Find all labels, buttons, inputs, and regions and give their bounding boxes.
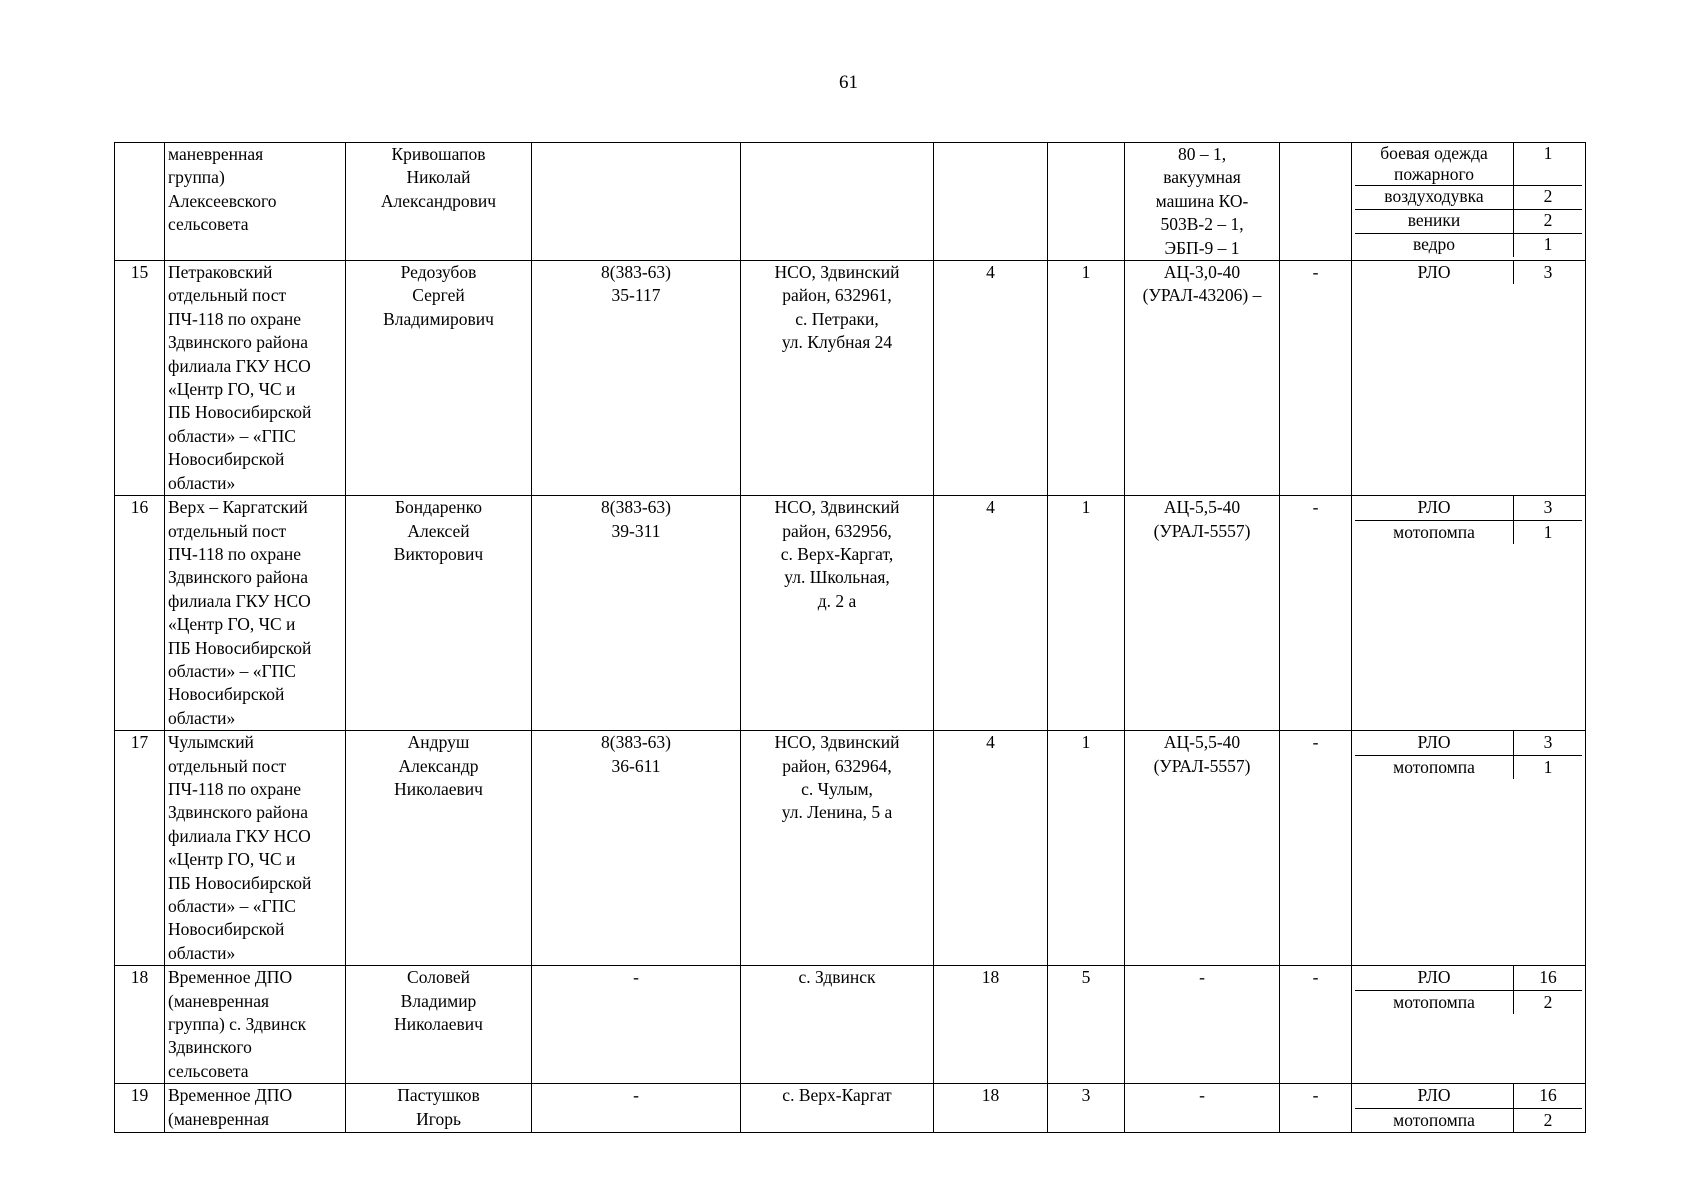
cell-shift-count: [1048, 143, 1125, 261]
cell-staff-count: [934, 143, 1048, 261]
equipment-item: [1355, 756, 1582, 779]
equipment-name: ведро: [1355, 234, 1514, 257]
equipment-list: [1355, 1084, 1582, 1132]
equipment-qty: 3: [1543, 732, 1553, 753]
cell-extra-column: -: [1280, 731, 1352, 966]
equipment-item: [1355, 991, 1582, 1014]
cell-staff-count: 4: [934, 496, 1048, 731]
cell-head-name: Андруш Александр Николаевич: [346, 731, 532, 966]
equipment-list: [1355, 731, 1582, 779]
cell-equipment: [1352, 261, 1586, 496]
table-row: [115, 261, 1586, 496]
cell-phone: -: [532, 1084, 741, 1133]
equipment-name: мотопомпа: [1355, 521, 1514, 544]
cell-vehicles: АЦ-3,0-40 (УРАЛ-43206) –: [1125, 261, 1280, 496]
cell-vehicles: АЦ-5,5-40 (УРАЛ-5557): [1125, 731, 1280, 966]
cell-address: НСО, Здвинский район, 632961, с. Петраки, ул. Клубная 24: [741, 261, 934, 496]
equipment-item: [1355, 143, 1582, 186]
cell-staff-count: 18: [934, 966, 1048, 1084]
equipment-name: РЛО: [1355, 966, 1514, 989]
equipment-name: РЛО: [1355, 1084, 1514, 1107]
cell-shift-count: 1: [1048, 496, 1125, 731]
equipment-qty: 1: [1543, 756, 1553, 777]
cell-phone: 8(383-63) 36-611: [532, 731, 741, 966]
cell-unit-name: маневренная группа) Алексеевского сельсовета: [165, 143, 346, 261]
cell-equipment: [1352, 966, 1586, 1084]
cell-address: с. Верх-Каргат: [741, 1084, 934, 1133]
cell-row-number: 15: [115, 261, 165, 496]
fire-units-table: [114, 142, 1586, 1133]
cell-phone: [532, 143, 741, 261]
cell-vehicles: -: [1125, 966, 1280, 1084]
cell-vehicles: 80 – 1, вакуумная машина КО- 503В-2 – 1, ЭБП-9 – 1: [1125, 143, 1280, 261]
cell-equipment: [1352, 731, 1586, 966]
cell-head-name: Кривошапов Николай Александрович: [346, 143, 532, 261]
equipment-item: [1355, 186, 1582, 210]
cell-extra-column: -: [1280, 966, 1352, 1084]
table-row: [115, 496, 1586, 731]
cell-head-name: Соловей Владимир Николаевич: [346, 966, 532, 1084]
page-number: 61: [839, 72, 858, 93]
cell-head-name: Редозубов Сергей Владимирович: [346, 261, 532, 496]
equipment-qty: 2: [1543, 186, 1553, 206]
equipment-name: веники: [1355, 210, 1514, 233]
equipment-qty: 3: [1543, 497, 1553, 518]
cell-address: с. Здвинск: [741, 966, 934, 1084]
cell-extra-column: [1280, 143, 1352, 261]
equipment-item: [1355, 1084, 1582, 1108]
equipment-name: воздуходувка: [1355, 186, 1514, 209]
equipment-qty: 2: [1543, 1109, 1553, 1130]
cell-row-number: 18: [115, 966, 165, 1084]
equipment-item: [1355, 496, 1582, 520]
equipment-qty: 1: [1543, 521, 1553, 542]
cell-head-name: Пастушков Игорь: [346, 1084, 532, 1133]
equipment-item: [1355, 261, 1582, 284]
cell-extra-column: -: [1280, 496, 1352, 731]
equipment-item: [1355, 234, 1582, 257]
equipment-name: мотопомпа: [1355, 991, 1514, 1014]
table-row: [115, 1084, 1586, 1133]
equipment-name: мотопомпа: [1355, 756, 1514, 779]
table-row: [115, 731, 1586, 966]
cell-address: НСО, Здвинский район, 632964, с. Чулым, ул. Ленина, 5 а: [741, 731, 934, 966]
equipment-item: [1355, 521, 1582, 544]
cell-address: НСО, Здвинский район, 632956, с. Верх-Каргат, ул. Школьная, д. 2 а: [741, 496, 934, 731]
cell-staff-count: 4: [934, 731, 1048, 966]
cell-phone: 8(383-63) 35-117: [532, 261, 741, 496]
table-body: [115, 143, 1586, 1133]
cell-address: [741, 143, 934, 261]
equipment-qty: 16: [1539, 967, 1557, 988]
equipment-list: [1355, 496, 1582, 544]
equipment-name: РЛО: [1355, 731, 1514, 754]
cell-phone: -: [532, 966, 741, 1084]
cell-staff-count: 18: [934, 1084, 1048, 1133]
cell-unit-name: Временное ДПО (маневренная: [165, 1084, 346, 1133]
cell-shift-count: 1: [1048, 731, 1125, 966]
cell-shift-count: 1: [1048, 261, 1125, 496]
cell-equipment: [1352, 1084, 1586, 1133]
cell-vehicles: АЦ-5,5-40 (УРАЛ-5557): [1125, 496, 1280, 731]
equipment-qty: 3: [1543, 262, 1553, 283]
cell-shift-count: 3: [1048, 1084, 1125, 1133]
cell-head-name: Бондаренко Алексей Викторович: [346, 496, 532, 731]
cell-unit-name: Временное ДПО (маневренная группа) с. Здвинск Здвинского сельсовета: [165, 966, 346, 1084]
cell-phone: 8(383-63) 39-311: [532, 496, 741, 731]
cell-row-number: [115, 143, 165, 261]
equipment-list: [1355, 261, 1582, 284]
equipment-qty: 2: [1543, 210, 1553, 230]
cell-equipment: [1352, 143, 1586, 261]
equipment-list: [1355, 966, 1582, 1014]
equipment-item: [1355, 966, 1582, 990]
cell-unit-name: Верх – Каргатский отдельный пост ПЧ-118 по охране Здвинского района филиала ГКУ НСО «Центр ГО, ЧС и ПБ Новосибирской области» – «ГПС Новосибирской области»: [165, 496, 346, 731]
equipment-qty: 1: [1543, 143, 1553, 163]
equipment-qty: 16: [1539, 1085, 1557, 1106]
equipment-qty: 2: [1543, 991, 1553, 1012]
equipment-list: [1355, 143, 1582, 257]
equipment-name: боевая одежда пожарного: [1355, 143, 1514, 185]
table-row: [115, 143, 1586, 261]
equipment-qty: 1: [1543, 234, 1553, 254]
equipment-item: [1355, 731, 1582, 755]
cell-vehicles: -: [1125, 1084, 1280, 1133]
equipment-name: мотопомпа: [1355, 1109, 1514, 1132]
cell-extra-column: -: [1280, 261, 1352, 496]
cell-equipment: [1352, 496, 1586, 731]
equipment-name: РЛО: [1355, 261, 1514, 284]
cell-unit-name: Чулымский отдельный пост ПЧ-118 по охране Здвинского района филиала ГКУ НСО «Центр ГО, ЧС и ПБ Новосибирской области» – «ГПС Новосибирской области»: [165, 731, 346, 966]
equipment-item: [1355, 210, 1582, 234]
equipment-name: РЛО: [1355, 496, 1514, 519]
cell-row-number: 17: [115, 731, 165, 966]
cell-extra-column: -: [1280, 1084, 1352, 1133]
cell-row-number: 16: [115, 496, 165, 731]
equipment-item: [1355, 1109, 1582, 1132]
cell-staff-count: 4: [934, 261, 1048, 496]
cell-unit-name: Петраковский отдельный пост ПЧ-118 по охране Здвинского района филиала ГКУ НСО «Центр ГО, ЧС и ПБ Новосибирской области» – «ГПС Новосибирской области»: [165, 261, 346, 496]
cell-shift-count: 5: [1048, 966, 1125, 1084]
table-row: [115, 966, 1586, 1084]
cell-row-number: 19: [115, 1084, 165, 1133]
